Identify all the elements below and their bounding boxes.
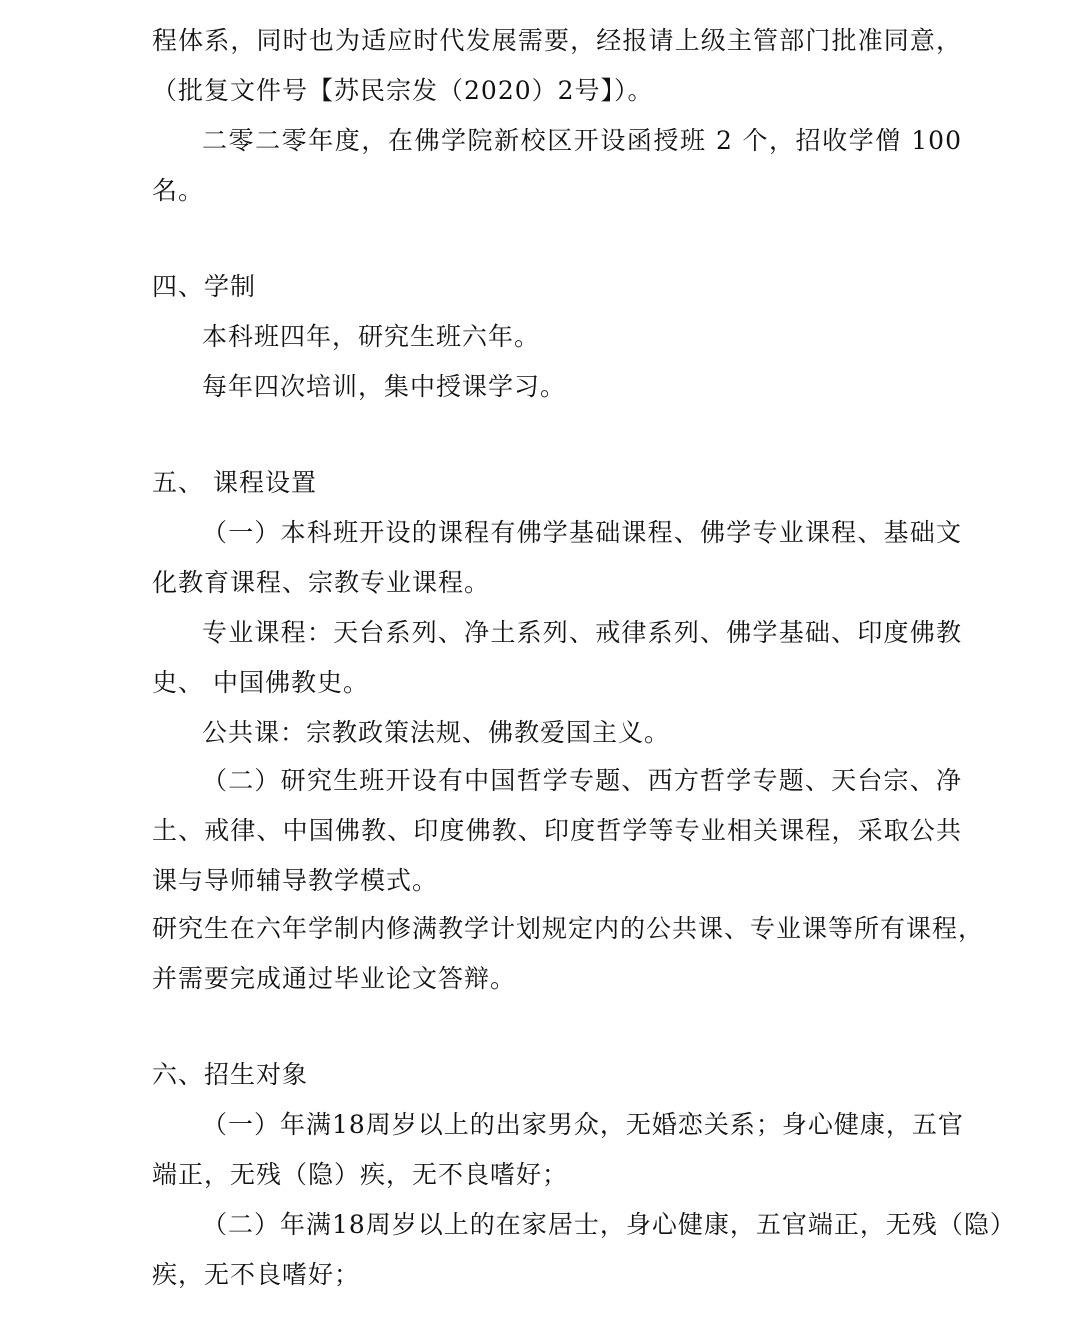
text-line: 本科班四年，研究生班六年。 bbox=[202, 322, 541, 351]
section-heading-duration: 四、学制 bbox=[152, 272, 257, 301]
text-line: 土、戒律、中国佛教、印度佛教、印度哲学等专业相关课程，采取公共 bbox=[152, 816, 962, 845]
section-heading-enrollment: 六、招生对象 bbox=[152, 1060, 309, 1089]
text-line: 史、 中国佛教史。 bbox=[152, 668, 369, 697]
text-line: 化教育课程、宗教专业课程。 bbox=[152, 568, 491, 597]
text-line: 专业课程：天台系列、净土系列、戒律系列、佛学基础、印度佛教 bbox=[202, 618, 962, 647]
section-heading-curriculum: 五、 课程设置 bbox=[152, 468, 317, 497]
text-line: 端正，无残（隐）疾，无不良嗜好； bbox=[152, 1160, 569, 1189]
text-line: （批复文件号【苏民宗发（2020）2号】）。 bbox=[152, 76, 654, 105]
text-line: （一）本科班开设的课程有佛学基础课程、佛学专业课程、基础文 bbox=[202, 518, 962, 547]
text-line: 研究生在六年学制内修满教学计划规定内的公共课、专业课等所有课程， bbox=[152, 914, 985, 943]
text-line: 每年四次培训，集中授课学习。 bbox=[202, 372, 567, 401]
text-line: 课与导师辅导教学模式。 bbox=[152, 866, 439, 895]
text-line: （二）年满18周岁以上的在家居士，身心健康，五官端正，无残（隐） bbox=[202, 1210, 1016, 1239]
text-line: 程体系，同时也为适应时代发展需要，经报请上级主管部门批准同意， bbox=[152, 26, 962, 55]
text-line: 疾，无不良嗜好； bbox=[152, 1260, 361, 1289]
text-line: （一）年满18周岁以上的出家男众，无婚恋关系；身心健康，五官 bbox=[202, 1110, 964, 1139]
text-line: 公共课：宗教政策法规、佛教爱国主义。 bbox=[202, 718, 671, 747]
text-line: 名。 bbox=[152, 176, 205, 205]
text-line: （二）研究生班开设有中国哲学专题、西方哲学专题、天台宗、净 bbox=[202, 766, 962, 795]
text-line: 并需要完成通过毕业论文答辩。 bbox=[152, 964, 517, 993]
text-line: 二零二零年度，在佛学院新校区开设函授班 2 个，招收学僧 100 bbox=[202, 126, 962, 155]
